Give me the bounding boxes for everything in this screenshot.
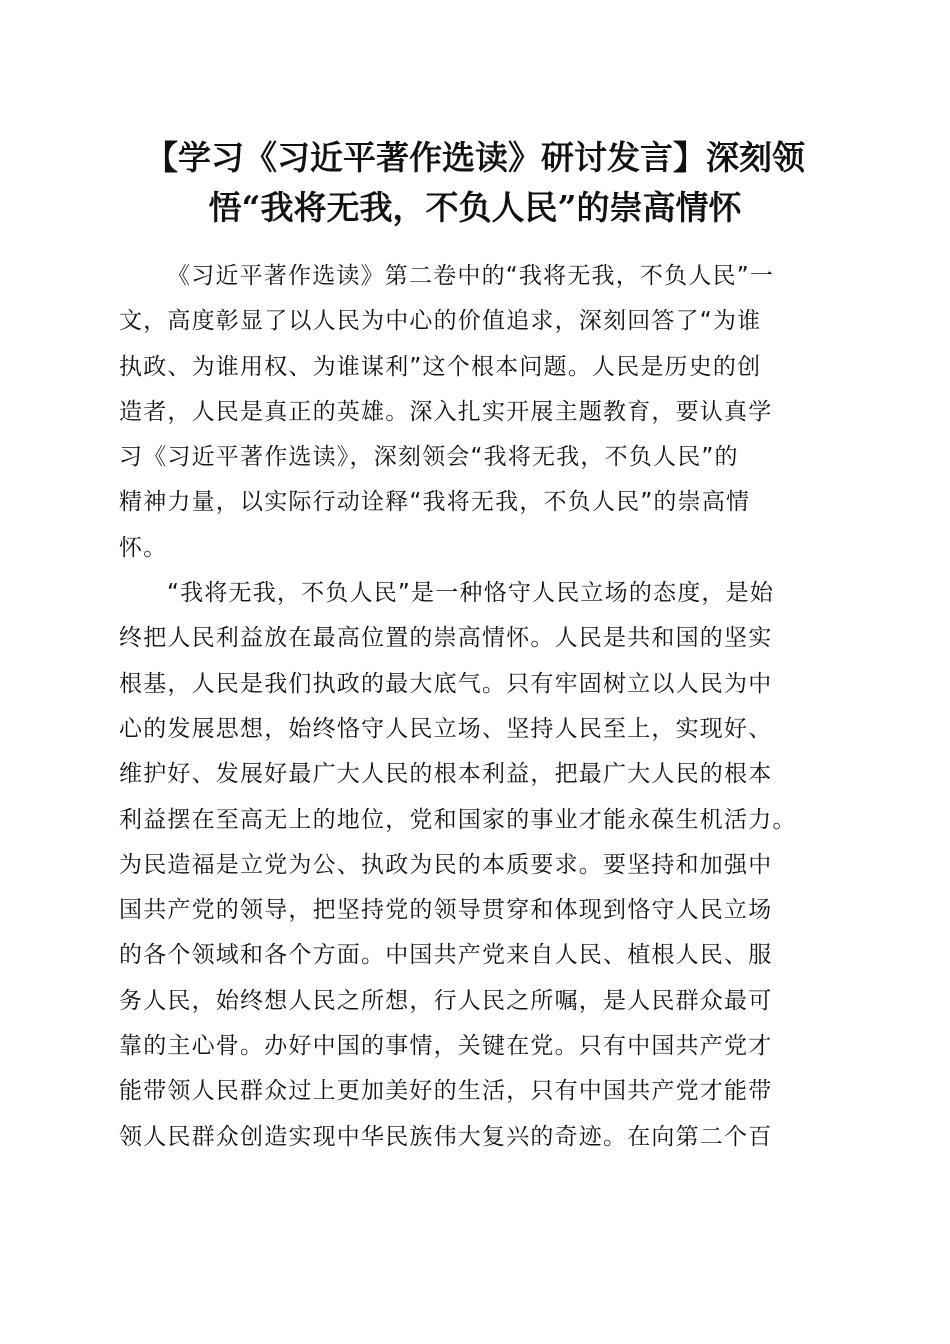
paragraph-2: [119, 571, 831, 1160]
paragraph-1: [119, 254, 831, 571]
title-line: 悟“我将无我，不负人民”的崇高情怀: [208, 188, 742, 227]
paragraph-line: 领人民群众创造实现中华民族伟大复兴的奇迹。在向第二个百: [119, 1123, 773, 1150]
paragraph-line: 《习近平著作选读》第二卷中的“我将无我，不负人民”一: [167, 263, 775, 289]
paragraph-line: 习《习近平著作选读》，深刻领会“我将无我，不负人民”的: [119, 444, 739, 471]
document-body: [119, 254, 831, 1160]
paragraph-line: 务人民，始终想人民之所想，行人民之所嘱，是人民群众最可: [119, 987, 773, 1014]
paragraph-line: 根基，人民是我们执政的最大底气。只有牢固树立以人民为中: [119, 670, 773, 697]
paragraph-line: 怀。: [119, 534, 168, 561]
title-line: 【学习《习近平著作选读》研讨发言】深刻领: [145, 138, 805, 177]
paragraph-line: 精神力量，以实际行动诠释“我将无我，不负人民”的崇高情: [119, 489, 751, 516]
paragraph-line: 维护好、发展好最广大人民的根本利益，把最广大人民的根本: [119, 761, 773, 788]
paragraph-line: 利益摆在至高无上的地位，党和国家的事业才能永葆生机活力。: [119, 806, 797, 833]
paragraph-line: 的各个领域和各个方面。中国共产党来自人民、植根人民、服: [119, 942, 773, 969]
paragraph-line: 造者，人民是真正的英雄。深入扎实开展主题教育，要认真学: [119, 398, 773, 425]
paragraph-line: 终把人民利益放在最高位置的崇高情怀。人民是共和国的坚实: [119, 625, 773, 652]
paragraph-line: “我将无我，不负人民”是一种恪守人民立场的态度，是始: [167, 580, 775, 607]
paragraph-line: 执政、为谁用权、为谁谋利”这个根本问题。人民是历史的创: [119, 353, 762, 380]
paragraph-line: 心的发展思想，始终恪守人民立场、坚持人民至上，实现好、: [119, 715, 773, 742]
paragraph-line: 文，高度彰显了以人民为中心的价值追求，深刻回答了“为谁: [119, 308, 762, 335]
document-title: [100, 133, 850, 233]
paragraph-line: 为民造福是立党为公、执政为民的本质要求。要坚持和加强中: [119, 851, 773, 878]
paragraph-line: 能带领人民群众过上更加美好的生活，只有中国共产党才能带: [119, 1078, 773, 1105]
paragraph-line: 国共产党的领导，把坚持党的领导贯穿和体现到恪守人民立场: [119, 897, 773, 924]
paragraph-line: 靠的主心骨。办好中国的事情，关键在党。只有中国共产党才: [119, 1033, 773, 1060]
